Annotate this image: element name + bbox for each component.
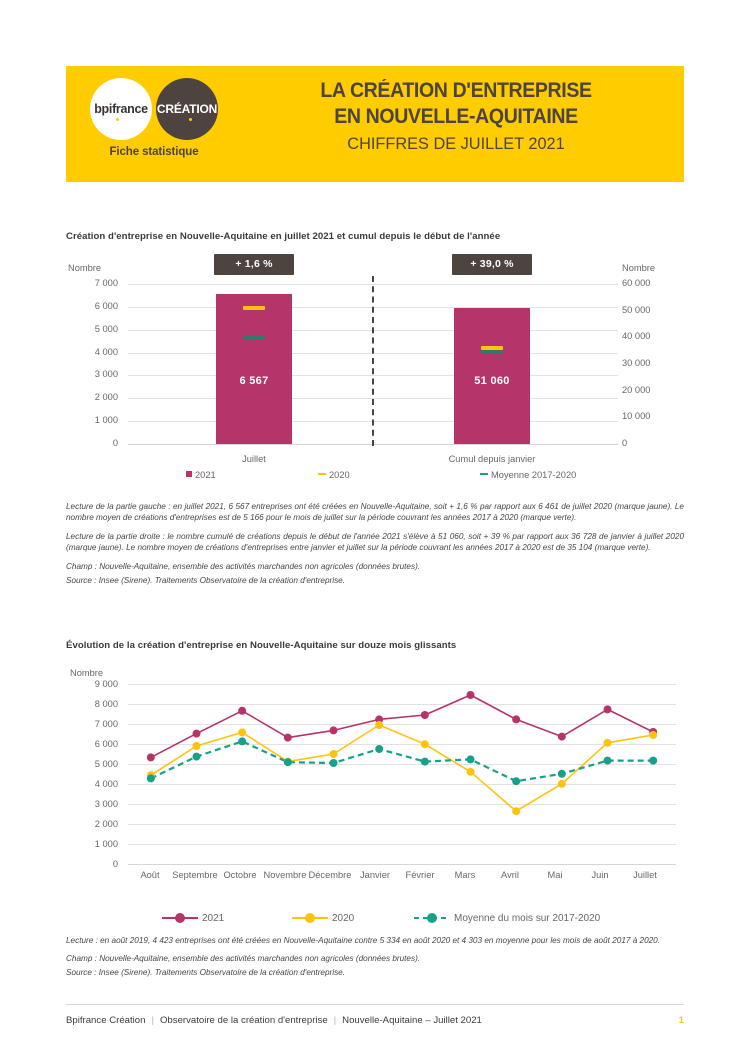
legend-line-2021-icon <box>162 912 198 923</box>
chart1-legend-label-moyenne: Moyenne 2017-2020 <box>491 470 577 480</box>
chart2-point-2-6 <box>421 758 429 766</box>
chart2-point-0-0 <box>147 753 155 761</box>
chart2-point-2-1 <box>193 753 201 761</box>
chart2-ytick-5000: 5 000 <box>94 759 118 769</box>
chart2-xtick-janvier: Janvier <box>360 870 390 880</box>
chart2-legend-item-2020 <box>292 912 354 924</box>
chart1-ytick-left-2000: 2 000 <box>94 392 118 403</box>
chart2-xtick-octobre: Octobre <box>223 870 257 880</box>
chart2-legend <box>66 912 684 930</box>
chart2-point-1-9 <box>558 780 566 788</box>
banner-title-block <box>236 78 676 156</box>
section1-title: Création d'entreprise en Nouvelle-Aquitaine en juillet 2021 et cumul depuis le début de l'année <box>66 231 501 242</box>
chart2-xtick-novembre: Novembre <box>263 870 307 880</box>
creation-logo-dot <box>189 118 192 121</box>
chart2-ytick-1000: 1 000 <box>94 839 118 849</box>
bar-juillet-marker-2020 <box>243 306 265 310</box>
chart1-panel-divider <box>372 276 374 446</box>
chart1-ytick-left-0: 0 <box>112 438 118 448</box>
chart2-point-1-1 <box>193 742 201 750</box>
chart2-point-2-0 <box>147 774 155 782</box>
section2-note-lecture: Lecture : en août 2019, 4 423 entreprises ont été créées en Nouvelle-Aquitaine contre 5 334 en août 2020 et 4 303 en moyenne pour les mois de août 2017 à 2020. <box>66 936 661 945</box>
chart2-legend-item-moyenne <box>414 912 600 924</box>
chart2-ytick-9000: 9 000 <box>94 679 118 689</box>
chart1-ytick-right-60000: 60 000 <box>622 278 651 288</box>
chart2-xtick-juin: Juin <box>591 870 609 880</box>
chart2-ytick-4000: 4 000 <box>94 779 118 789</box>
bar-juillet-marker-moyenne <box>243 336 265 340</box>
chart2-xtick-septembre: Septembre <box>172 870 218 880</box>
chart2-xtick-mai: Mai <box>547 870 563 880</box>
chart2-ytick-2000: 2 000 <box>94 819 118 829</box>
section1-notes <box>66 501 684 588</box>
legend-line-moyenne-icon <box>414 912 450 923</box>
footer-separator: | <box>333 1015 337 1026</box>
chart2-point-2-4 <box>330 759 338 767</box>
fiche-statistique-label: Fiche statistique <box>109 146 199 158</box>
chart2-xtick-avril: Avril <box>501 870 519 880</box>
legend-line-2020-icon <box>292 912 328 923</box>
page-number: 1 <box>678 1015 684 1026</box>
chart2-point-1-5 <box>375 721 383 729</box>
chart1-legend-item-2021 <box>186 470 216 480</box>
section2-source: Source : Insee (Sirene). Traitements Observatoire de la création d'entreprise. <box>66 968 346 978</box>
chart2-point-0-4 <box>330 726 338 734</box>
section1-champ: Champ : Nouvelle-Aquitaine, ensemble des activités marchandes non agricoles (données brutes). <box>66 561 421 571</box>
footer-part2: Observatoire de la création d'entreprise <box>159 1015 328 1026</box>
legend-dash-yellow-icon <box>318 473 326 475</box>
line-chart-douze-mois <box>66 668 684 900</box>
section2-title: Évolution de la création d'entreprise en Nouvelle-Aquitaine sur douze mois glissants <box>66 640 457 651</box>
chart1-ytick-right-0: 0 <box>622 438 628 448</box>
chart2-point-1-2 <box>238 728 246 736</box>
chart2-series-svg <box>128 684 676 884</box>
chart1-plot-area <box>128 258 618 464</box>
creation-logo <box>156 78 218 140</box>
chart2-legend-label-moyenne: Moyenne du mois sur 2017-2020 <box>454 913 601 924</box>
page-footer <box>66 1015 684 1026</box>
bar-cumul-value: 51 060 <box>474 374 510 387</box>
bar-juillet-value: 6 567 <box>239 374 269 387</box>
chart2-point-0-1 <box>193 730 201 738</box>
legend-dash-green-icon <box>480 473 488 475</box>
chart2-point-0-8 <box>512 715 520 723</box>
chart1-ylabel-right: Nombre <box>622 263 656 273</box>
chart2-point-1-8 <box>512 807 520 815</box>
chart2-point-0-3 <box>284 734 292 742</box>
chart2-ytick-6000: 6 000 <box>94 739 118 749</box>
chart2-point-0-2 <box>238 707 246 715</box>
chart2-line-0 <box>151 695 653 757</box>
bpifrance-logo <box>90 78 152 140</box>
chart2-xtick-juillet: Juillet <box>633 870 657 880</box>
chart2-point-1-4 <box>330 750 338 758</box>
chart1-ytick-left-4000: 4 000 <box>94 346 118 357</box>
chart2-xtick-fevrier: Février <box>405 870 435 880</box>
chart1-ytick-left-3000: 3 000 <box>94 369 118 380</box>
chart2-ytick-7000: 7 000 <box>94 719 118 729</box>
chart2-ytick-0: 0 <box>112 859 118 869</box>
chart2-point-2-2 <box>238 737 246 745</box>
bar-juillet <box>216 294 292 444</box>
chart2-xtick-aout: Août <box>140 870 160 880</box>
chart2-point-2-7 <box>467 755 475 763</box>
section2-champ: Champ : Nouvelle-Aquitaine, ensemble des activités marchandes non agricoles (données brutes). <box>66 954 421 964</box>
chart2-legend-label-2021: 2021 <box>202 913 225 924</box>
chart1-ytick-left-5000: 5 000 <box>94 323 118 334</box>
chart1-xtick-cumul: Cumul depuis janvier <box>448 454 536 464</box>
chart2-plot-area <box>128 684 676 884</box>
chart2-point-1-6 <box>421 740 429 748</box>
chart2-xtick-decembre: Décembre <box>308 870 352 880</box>
bar-cumul-marker-moyenne <box>481 350 503 354</box>
chart2-point-0-9 <box>558 733 566 741</box>
chart2-point-0-6 <box>421 711 429 719</box>
chart2-point-1-7 <box>467 768 475 776</box>
chart2-point-0-10 <box>604 705 612 713</box>
chart1-legend-item-moyenne <box>480 470 576 480</box>
chart1-xtick-juillet: Juillet <box>242 454 266 464</box>
chart2-xtick-mars: Mars <box>454 870 476 880</box>
bpifrance-logo-label: bpifrance <box>94 102 148 116</box>
chart2-point-2-10 <box>604 757 612 765</box>
chart1-ytick-right-30000: 30 000 <box>622 358 651 368</box>
chart1-ytick-left-1000: 1 000 <box>94 415 118 426</box>
chart2-point-1-11 <box>649 731 657 739</box>
chart2-point-2-11 <box>649 757 657 765</box>
chart1-ylabel-left: Nombre <box>68 263 102 273</box>
chart1-legend <box>66 470 684 486</box>
footer-part1: Bpifrance Création <box>66 1015 146 1026</box>
footer-part3: Nouvelle-Aquitaine – Juillet 2021 <box>342 1015 482 1026</box>
chart2-ylabel: Nombre <box>70 668 104 678</box>
creation-logo-label: CRÉATION <box>156 102 218 116</box>
footer-separator: | <box>151 1015 154 1026</box>
chart2-ytick-8000: 8 000 <box>94 699 118 709</box>
chart1-ytick-right-10000: 10 000 <box>622 411 651 422</box>
chart2-point-0-7 <box>467 691 475 699</box>
logo-group <box>84 78 244 140</box>
section1-source: Source : Insee (Sirene). Traitements Observatoire de la création d'entreprise. <box>66 575 346 585</box>
banner-title-line2: EN NOUVELLE-AQUITAINE <box>334 105 578 128</box>
chart1-ytick-left-6000: 6 000 <box>94 300 118 311</box>
footer-divider <box>66 1004 684 1005</box>
bpifrance-logo-dot <box>116 118 119 121</box>
header-banner <box>66 66 684 182</box>
chart1-legend-label-2020: 2020 <box>329 470 350 480</box>
chart2-line-2 <box>151 741 653 781</box>
bar-juillet-badge: + 1,6 % <box>214 254 294 275</box>
banner-title-line1: LA CRÉATION D'ENTREPRISE <box>320 79 592 102</box>
section2-notes <box>66 935 684 981</box>
section1-note-gauche: Lecture de la partie gauche : en juillet 2021, 6 567 entreprises ont été créées en Nouvelle-Aquitaine, soit + 1,6 % par rapport aux 6 461 de juillet 2020 (marque jaune). Le nombre moyen de créations d'entreprises est de 5 166 pour le mois de juillet sur la période couvrant les années 2017 à 2020 (marque verte). <box>66 502 684 523</box>
section1-note-droite: Lecture de la partie droite : le nombre cumulé de créations depuis le début de l'année 2021 s'élève à 51 060, soit + 39 % par rapport aux 36 728 de janvier à juillet 2020 (marque jaune). Le nombre moyen de créations d'entreprises entre janvier et juillet sur la période couvrant les années 2017 à 2020 est de 35 104 (marque verte). <box>66 531 684 553</box>
chart1-ytick-left-7000: 7 000 <box>94 278 118 288</box>
chart1-legend-label-2021: 2021 <box>195 470 216 480</box>
chart2-point-1-10 <box>604 739 612 747</box>
bar-cumul-badge: + 39,0 % <box>452 254 532 275</box>
chart1-ytick-right-50000: 50 000 <box>622 304 651 315</box>
bar-chart-juillet-cumul <box>66 258 684 472</box>
chart2-point-2-9 <box>558 770 566 778</box>
chart2-point-2-5 <box>375 745 383 753</box>
chart2-point-2-3 <box>284 758 292 766</box>
chart2-legend-label-2020: 2020 <box>332 913 355 924</box>
chart2-legend-item-2021 <box>162 912 224 924</box>
chart1-legend-item-2020 <box>318 470 350 480</box>
chart1-ytick-right-20000: 20 000 <box>622 384 651 395</box>
chart2-point-2-8 <box>512 777 520 785</box>
chart1-ytick-right-40000: 40 000 <box>622 331 651 342</box>
banner-title-line3: CHIFFRES DE JUILLET 2021 <box>347 134 565 153</box>
chart2-ytick-3000: 3 000 <box>94 799 118 809</box>
bar-cumul <box>454 308 530 444</box>
chart2-line-1 <box>151 725 653 811</box>
legend-square-icon <box>186 471 192 477</box>
